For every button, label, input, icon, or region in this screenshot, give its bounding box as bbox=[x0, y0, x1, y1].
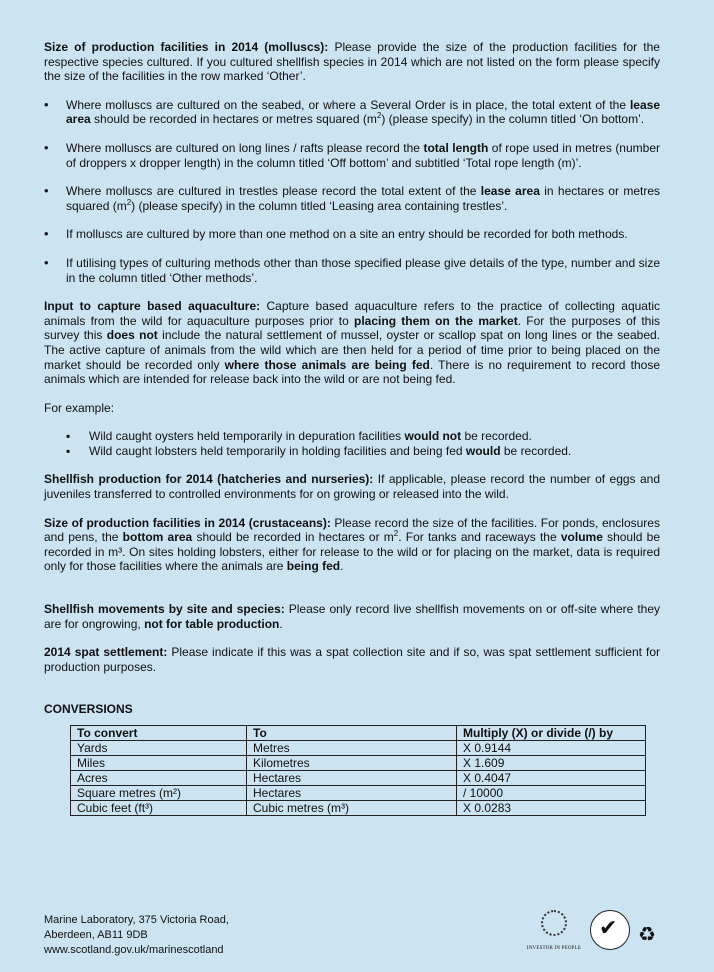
address-line: Marine Laboratory, 375 Victoria Road, bbox=[44, 914, 229, 926]
spat-paragraph: 2014 spat settlement: Please indicate if this was a spat collection site and if so, was spat settlement sufficient for production purposes. bbox=[44, 645, 660, 674]
list-item: ▪ Wild caught oysters held temporarily in depuration facilities would not be recorded. bbox=[44, 429, 660, 444]
website-link[interactable]: www.scotland.gov.uk/marinescotland bbox=[44, 944, 224, 956]
column-header: Multiply (X) or divide (/) by bbox=[457, 726, 646, 741]
list-item: • If utilising types of culturing methods other than those specified please give details of the type, number and size in the column titled ‘Other methods’. bbox=[44, 256, 660, 285]
table-row: Square metres (m²) Hectares / 10000 bbox=[71, 786, 646, 801]
example-list bbox=[44, 429, 660, 458]
column-header: To bbox=[247, 726, 457, 741]
list-item: • Where molluscs are cultured on the seabed, or where a Several Order is in place, the total extent of the lease area should be recorded in hectares or metres squared $(m^2)$ (please specify) in the column titled ‘On bottom’. bbox=[44, 98, 660, 127]
conversions-table bbox=[70, 725, 646, 816]
table-row: Acres Hectares X 0.4047 bbox=[71, 771, 646, 786]
list-item: • Where molluscs are cultured on long lines / rafts please record the total length of rope used in metres (number of droppers x dropper length) in the column titled ‘Off bottom’ and subtitled ‘Total rope length (m)’. bbox=[44, 141, 660, 170]
positive-about-disabled-people-logo bbox=[590, 910, 630, 950]
column-header: To convert bbox=[71, 726, 247, 741]
crustaceans-paragraph: Size of production facilities in 2014 (crustaceans): Please record the size of the facilities. For ponds, enclosures and pens, the bottom area should be recorded in hectares or $m^2$. For tanks and raceways the volume should be recorded in m³. On sites holding lobsters, either for release to the wild or for placing on the market, data is required only for those facilities where the animals are being fed. bbox=[44, 515, 660, 574]
list-item: ▪ Wild caught lobsters held temporarily in holding facilities and being fed would be recorded. bbox=[44, 444, 660, 459]
capture-heading: Input to capture based aquaculture: bbox=[44, 299, 261, 314]
footer-logos bbox=[524, 908, 674, 956]
table-row: Yards Metres X 0.9144 bbox=[71, 741, 646, 756]
list-item: • Where molluscs are cultured in trestles please record the total extent of the lease area in hectares or metres squared $(m^2)$ (please specify) in the column titled ‘Leasing area containing trestles’. bbox=[44, 184, 660, 213]
spat-heading: 2014 spat settlement: bbox=[44, 645, 168, 660]
crustaceans-heading: Size of production facilities in 2014 (crustaceans): bbox=[44, 515, 331, 530]
footer-address bbox=[44, 913, 229, 958]
hatcheries-paragraph: Shellfish production for 2014 (hatcheries and nurseries): If applicable, please record the number of eggs and juveniles transferred to controlled environments for on growing or released into the wild. bbox=[44, 472, 660, 502]
recycle-icon: ♻ bbox=[638, 922, 656, 946]
movements-paragraph: Shellfish movements by site and species: Please only record live shellfish movements on or off-site where they are for ongrowing, not for table production. bbox=[44, 602, 661, 631]
page-content bbox=[44, 40, 660, 816]
molluscs-heading: Size of production facilities in 2014 (molluscs): bbox=[44, 40, 329, 54]
table-row: Cubic feet (ft³) Cubic metres (m³) X 0.0283 bbox=[71, 801, 646, 816]
movements-heading: Shellfish movements by site and species: bbox=[44, 602, 285, 617]
investor-in-people-logo: INVESTOR IN PEOPLE bbox=[524, 908, 584, 952]
list-item: • If molluscs are cultured by more than one method on a site an entry should be recorded for both methods. bbox=[44, 227, 660, 242]
table-row: Miles Kilometres X 1.609 bbox=[71, 756, 646, 771]
tick-icon: ✔ bbox=[599, 916, 618, 941]
hatcheries-heading: Shellfish production for 2014 (hatcheries and nurseries): bbox=[44, 472, 374, 487]
address-line: Aberdeen, AB11 9DB bbox=[44, 929, 148, 941]
molluscs-bullet-list bbox=[44, 98, 660, 285]
capture-paragraph: Input to capture based aquaculture: Capture based aquaculture refers to the practice of collecting aquatic animals from the wild for aquaculture purposes prior to placing them on the market. For the purposes of this survey this does not include the natural settlement of mussel, oyster or scallop spat on long lines or the seabed. The active capture of animals from the wild which are then held for a period of time prior to being placed on the market should be recorded only where those animals are being fed. There is no requirement to record those animals which are intended for release back into the wild or are not being fed. bbox=[44, 299, 661, 387]
molluscs-paragraph: Size of production facilities in 2014 (molluscs): Please provide the size of the production facilities for the respective species cultured. If you cultured shellfish species in 2014 which are not listed on the form please specify the size of the facilities in the row marked ‘Other’. bbox=[44, 40, 660, 84]
table-header-row bbox=[71, 726, 646, 741]
laurel-icon bbox=[541, 910, 567, 936]
conversions-title: CONVERSIONS bbox=[44, 702, 133, 717]
example-label: For example: bbox=[44, 400, 115, 415]
